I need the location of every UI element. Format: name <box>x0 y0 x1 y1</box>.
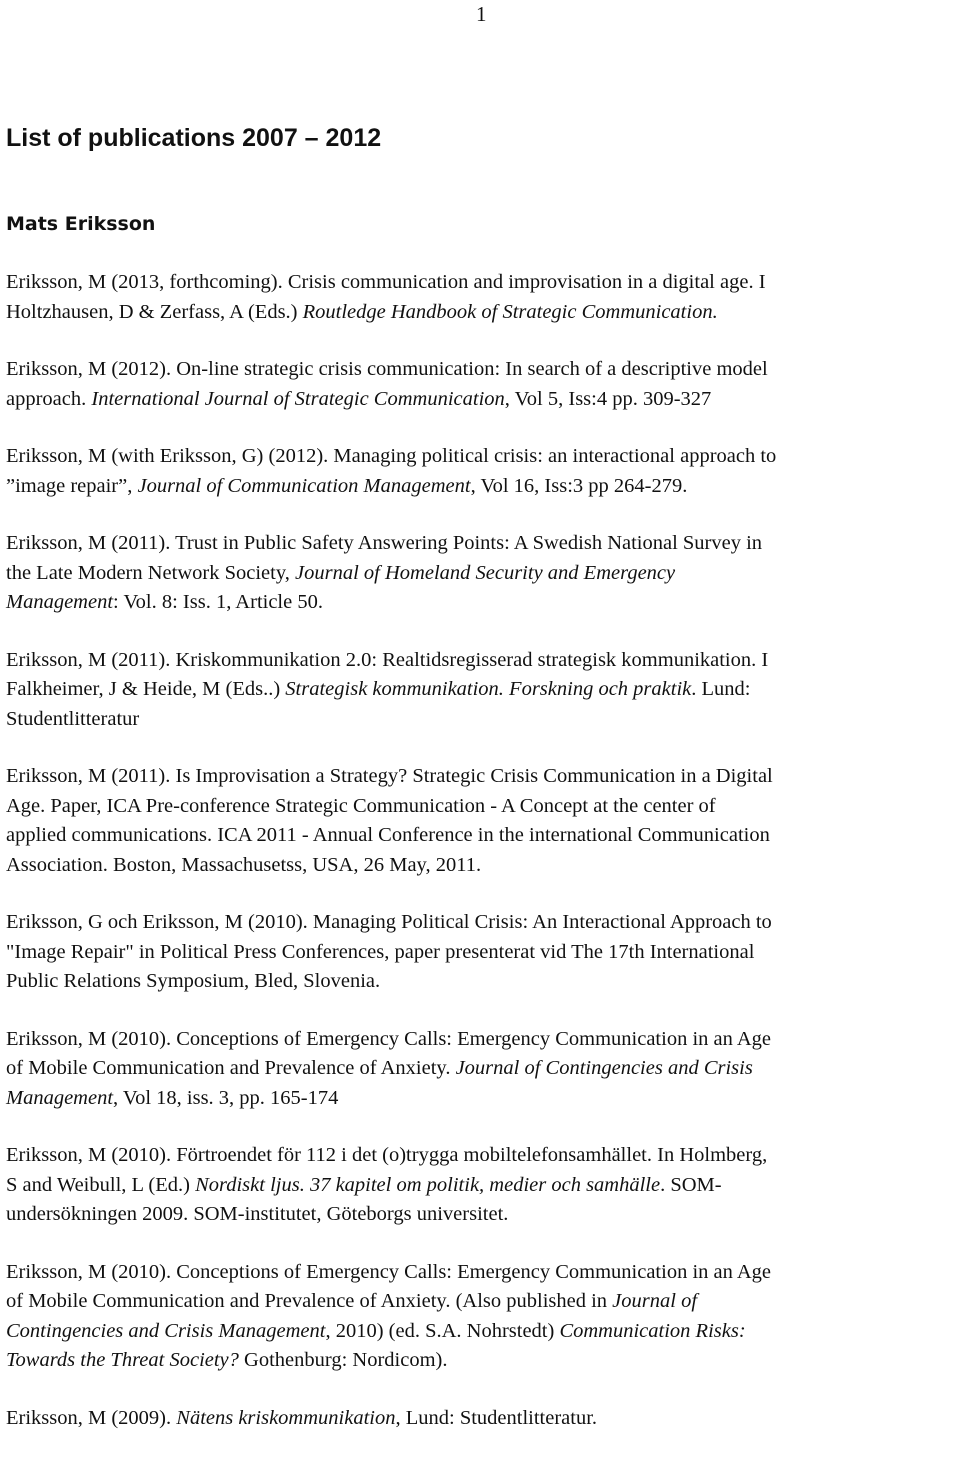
publication-text: , Vol 5, Iss:4 pp. 309-327 <box>504 387 712 410</box>
publication-text: , Vol 16, Iss:3 pp 264-279. <box>470 474 688 497</box>
publication-line <box>6 1200 956 1230</box>
publication-text: Eriksson, M (2010). Conceptions of Emergency Calls: Emergency Communication in an Age <box>6 1027 772 1050</box>
publication-line <box>6 1141 956 1171</box>
publication-text: ”image repair”, <box>6 474 138 497</box>
publication-line <box>6 355 956 385</box>
publication-line <box>6 1404 956 1434</box>
document-title: List of publications 2007 – 2012 <box>6 124 382 152</box>
publication-line <box>6 1054 956 1084</box>
publication-text: Eriksson, M (2010). Förtroendet för 112 i det (o)trygga mobiltelefonsamhället. In Holmberg, <box>6 1144 768 1166</box>
publication-text: Gothenburg: Nordicom). <box>238 1349 448 1371</box>
publication-entry <box>6 1404 956 1434</box>
publication-line <box>6 646 956 676</box>
publication-italic-text: Nätens kriskommunikation <box>176 1406 396 1429</box>
publication-italic-text: Towards the Threat Society? <box>6 1349 239 1371</box>
publication-line <box>6 442 956 472</box>
publication-italic-text: Journal of <box>612 1290 698 1312</box>
publication-list <box>6 268 956 1461</box>
publication-italic-text: Journal of Communication Management <box>137 474 471 497</box>
publication-text: Holtzhausen, D & Zerfass, A (Eds.) <box>6 300 303 323</box>
publication-line <box>6 938 956 968</box>
publication-text: Falkheimer, J & Heide, M (Eds..) <box>6 678 286 700</box>
publication-text: Eriksson, M (2011). Trust in Public Safety Answering Points: A Swedish National Survey in <box>6 532 763 554</box>
publication-line <box>6 792 956 822</box>
publication-entry <box>6 355 956 414</box>
publication-entry <box>6 1141 956 1230</box>
publication-text: , Lund: Studentlitteratur. <box>395 1406 598 1429</box>
publication-text: of Mobile Communication and Prevalence of Anxiety. <box>6 1057 456 1079</box>
publication-italic-text: Strategisk kommunikation. Forskning och praktik <box>285 678 692 700</box>
publication-text: Eriksson, M (2013, forthcoming). Crisis communication and improvisation in a digital age. I <box>6 271 766 293</box>
publication-text: Eriksson, G och Eriksson, M (2010). Managing Political Crisis: An Interactional Approach to <box>6 911 772 933</box>
publication-text: Eriksson, M (2010). Conceptions of Emergency Calls: Emergency Communication in an Age <box>6 1260 772 1283</box>
publication-text: Eriksson, M (2011). Is Improvisation a Strategy? Strategic Crisis Communication in a Digital <box>6 765 773 787</box>
publication-text: the Late Modern Network Society, <box>6 561 296 584</box>
publication-line <box>6 705 956 735</box>
publication-text: Eriksson, M (2009). <box>6 1406 177 1429</box>
publication-line <box>6 851 956 881</box>
publication-text: Age. Paper, ICA Pre-conference Strategic Communication - A Concept at the center of <box>6 794 716 817</box>
publication-entry <box>6 1025 956 1114</box>
publication-entry <box>6 1258 956 1376</box>
publication-line <box>6 268 956 298</box>
publication-text: Eriksson, M (2012). On-line strategic crisis communication: In search of a descriptive model <box>6 358 768 380</box>
publication-entry <box>6 908 956 997</box>
publication-text: of Mobile Communication and Prevalence of Anxiety. (Also published in <box>6 1290 613 1312</box>
publication-italic-text: Contingencies and Crisis Management <box>6 1319 326 1342</box>
publication-text: Eriksson, M (2011). Kriskommunikation 2.0: Realtidsregisserad strategisk kommunikation. I <box>6 648 769 671</box>
publication-italic-text: Communication Risks: <box>559 1319 746 1342</box>
publication-italic-text: Management <box>6 1086 114 1109</box>
publication-line <box>6 821 956 851</box>
publication-line <box>6 675 956 705</box>
publication-line <box>6 559 956 589</box>
publication-italic-text: Journal of Homeland Security and Emergency <box>295 561 676 584</box>
publication-line <box>6 472 956 502</box>
publication-text: approach. <box>6 387 92 410</box>
publication-line <box>6 588 956 618</box>
publication-text: Association. Boston, Massachusetss, USA, 26 May, 2011. <box>6 853 482 876</box>
publication-text: Studentlitteratur <box>6 707 140 730</box>
publication-line <box>6 1317 956 1347</box>
publication-italic-text: Nordiskt ljus. 37 kapitel om politik, medier och samhälle <box>195 1173 661 1196</box>
publication-text: Eriksson, M (with Eriksson, G) (2012). Managing political crisis: an interactional approach to <box>6 445 777 467</box>
publication-line <box>6 967 956 997</box>
publication-text: S and Weibull, L (Ed.) <box>6 1173 196 1196</box>
publication-line <box>6 529 956 559</box>
publication-text: , 2010) (ed. S.A. Nohrstedt) <box>325 1319 560 1342</box>
publication-entry <box>6 646 956 735</box>
publication-italic-text: Management <box>6 591 114 613</box>
publication-line <box>6 1346 956 1376</box>
publication-italic-text: Journal of Contingencies and Crisis <box>455 1057 753 1079</box>
author-name: Mats Eriksson <box>6 213 156 235</box>
publication-line <box>6 908 956 938</box>
publication-text: , Vol 18, iss. 3, pp. 165-174 <box>113 1086 339 1109</box>
publication-entry <box>6 442 956 501</box>
publication-text: applied communications. ICA 2011 - Annual Conference in the international Communication <box>6 824 770 846</box>
publication-line <box>6 385 956 415</box>
publication-text: : Vol. 8: Iss. 1, Article 50. <box>113 591 323 613</box>
publication-line <box>6 1084 956 1114</box>
publication-line <box>6 298 956 328</box>
publication-text: "Image Repair" in Political Press Conferences, paper presenterat vid The 17th International <box>6 940 755 963</box>
publication-text: . SOM- <box>660 1173 722 1196</box>
publication-entry <box>6 268 956 327</box>
publication-entry <box>6 762 956 880</box>
page-number: 1 <box>476 2 487 26</box>
publication-text: . Lund: <box>691 678 751 700</box>
publication-text: undersökningen 2009. SOM-institutet, Göteborgs universitet. <box>6 1203 509 1225</box>
publication-italic-text: Routledge Handbook of Strategic Communication. <box>302 300 718 323</box>
publication-text: Public Relations Symposium, Bled, Slovenia. <box>6 970 381 992</box>
publication-entry <box>6 529 956 618</box>
publication-line <box>6 1171 956 1201</box>
publication-line <box>6 1258 956 1288</box>
publication-line <box>6 762 956 792</box>
publication-line <box>6 1025 956 1055</box>
publication-line <box>6 1287 956 1317</box>
publication-italic-text: International Journal of Strategic Communication <box>91 387 505 410</box>
